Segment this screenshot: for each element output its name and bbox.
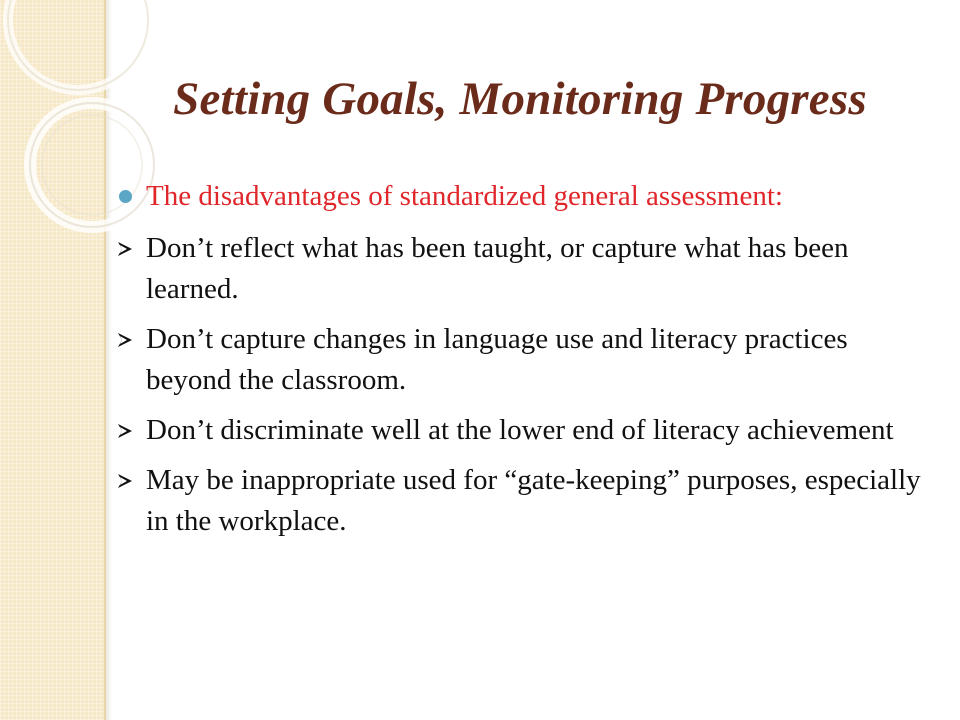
list-item [116,319,926,401]
arrowhead-bullet-icon [117,473,133,489]
slide-content [116,176,926,551]
intro-item [116,176,926,217]
list-item [116,460,926,542]
list-item-text: Don’t reflect what has been taught, or capture what has been learned. [146,232,849,305]
list-item-text: Don’t capture changes in language use and literacy practices beyond the classroom. [146,323,848,396]
round-bullet-icon [119,190,132,203]
list-item-text: Don’t discriminate well at the lower end of literacy achievement [146,414,894,446]
intro-text: The disadvantages of standardized general assessment: [146,180,783,212]
arrowhead-bullet-icon [117,241,133,257]
list-item [116,228,926,310]
arrowhead-bullet-icon [117,423,133,439]
list-item-text: May be inappropriate used for “gate-keeping” purposes, especially in the workplace. [146,464,921,537]
slide-title: Setting Goals, Monitoring Progress [173,73,867,125]
list-item [116,410,926,451]
arrowhead-bullet-icon [117,332,133,348]
